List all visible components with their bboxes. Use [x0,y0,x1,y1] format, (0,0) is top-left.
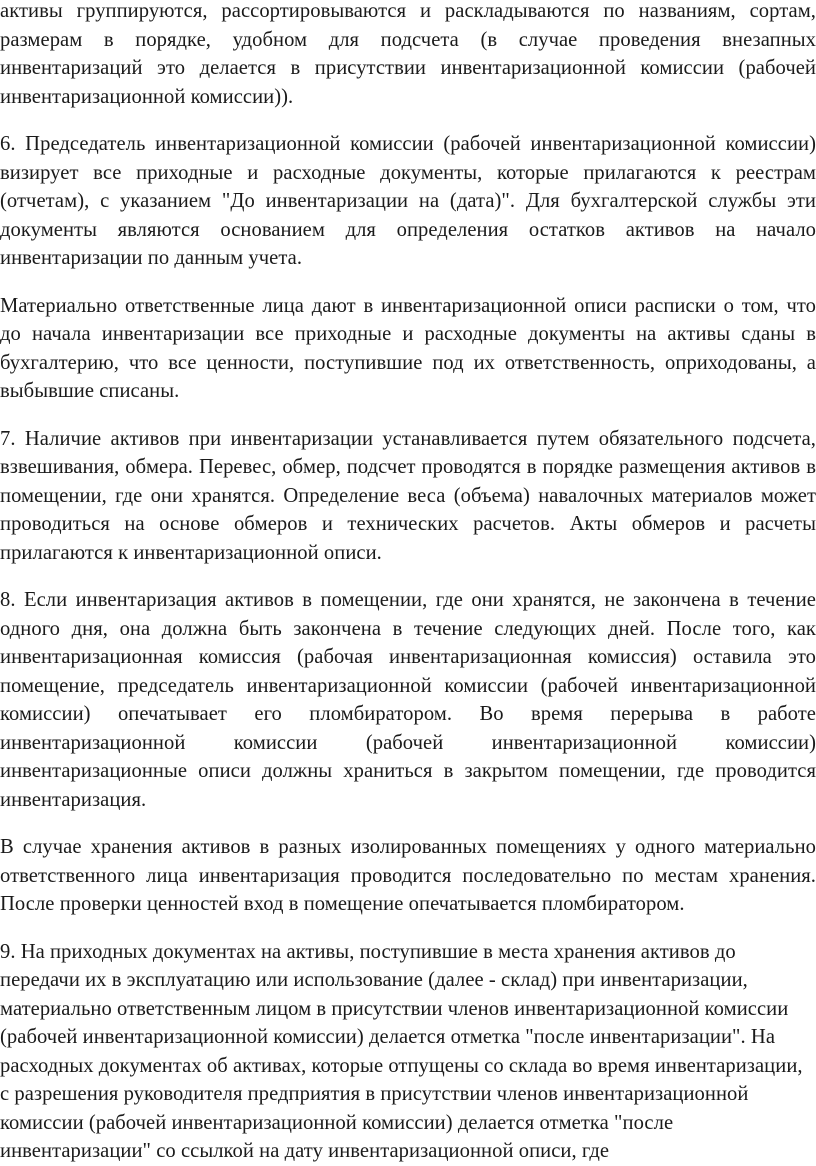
paragraph-gap [0,273,816,292]
paragraph-gap [0,814,816,833]
paragraph-gap [0,111,816,130]
paragraph-item-7: 7. Наличие активов при инвентаризации устанавливается путем обязательного подсчета, взвешивания, обмера. Перевес, обмер, подсчет проводятся в порядке размещения активов в помещении, где они хранятся. Определение веса (объема) навалочных материалов может проводиться на основе обмеров и технических расчетов. Акты обмеров и расчеты прилагаются к инвентаризационной описи. [0,427,816,564]
paragraph-isolated-storage: В случае хранения активов в разных изолированных помещениях у одного материально ответственного лица инвентаризация проводится последовательно по местам хранения. После проверки ценностей вход в помещение опечатывается пломбиратором. [0,836,816,915]
paragraph-gap [0,919,816,938]
paragraph-item-6: 6. Председатель инвентаризационной комиссии (рабочей инвентаризационной комиссии) визирует все приходные и расходные документы, которые прилагаются к реестрам (отчетам), с указанием "До инвентаризации на (дата)". Для бухгалтерской службы эти документы являются основанием для определения остатков активов на начало инвентаризации по данным учета. [0,133,816,269]
paragraph-gap [0,567,816,586]
paragraph-gap [0,406,816,425]
paragraph-item-9: 9. На приходных документах на активы, поступившие в места хранения активов до передачи их в эксплуатацию или использование (далее - склад) при инвентаризации, материально ответственным лицом в присутствии членов инвентаризационной комиссии (рабочей инвентаризационной комиссии) делается отметка "после инвентаризации". На расходных документах об активах, которые отпущены со склада во время инвентаризации, с разрешения руководителя предприятия в присутствии членов инвентаризационной комиссии (рабочей инвентаризационной комиссии) делается отметка "после инвентаризации" со ссылкой на дату инвентаризационной описи, где [0,940,803,1162]
paragraph-receipts: Материально ответственные лица дают в инвентаризационной описи расписки о том, что до начала инвентаризации все приходные и расходные документы на активы сданы в бухгалтерию, что все ценности, поступившие под их ответственность, оприходованы, а выбывшие списаны. [0,294,816,402]
paragraph-continuation: активы группируются, рассортировываются и раскладываются по названиям, сортам, размерам в порядке, удобном для подсчета (в случае проведения внезапных инвентаризаций это делается в присутствии инвентаризационной комиссии (рабочей инвентаризационной комиссии)). [0,0,816,108]
paragraph-item-8: 8. Если инвентаризация активов в помещении, где они хранятся, не закончена в течение одного дня, она должна быть закончена в течение следующих дней. После того, как инвентаризационная комиссия (рабочая инвентаризационная комиссия) оставила это помещение, председатель инвентаризационной комиссии (рабочей инвентаризационной комиссии) опечатывает его пломбиратором. Во время перерыва в работе инвентаризационной комиссии (рабочей инвентаризационной комиссии) инвентаризационные описи должны храниться в закрытом помещении, где проводится инвентаризация. [0,589,816,811]
